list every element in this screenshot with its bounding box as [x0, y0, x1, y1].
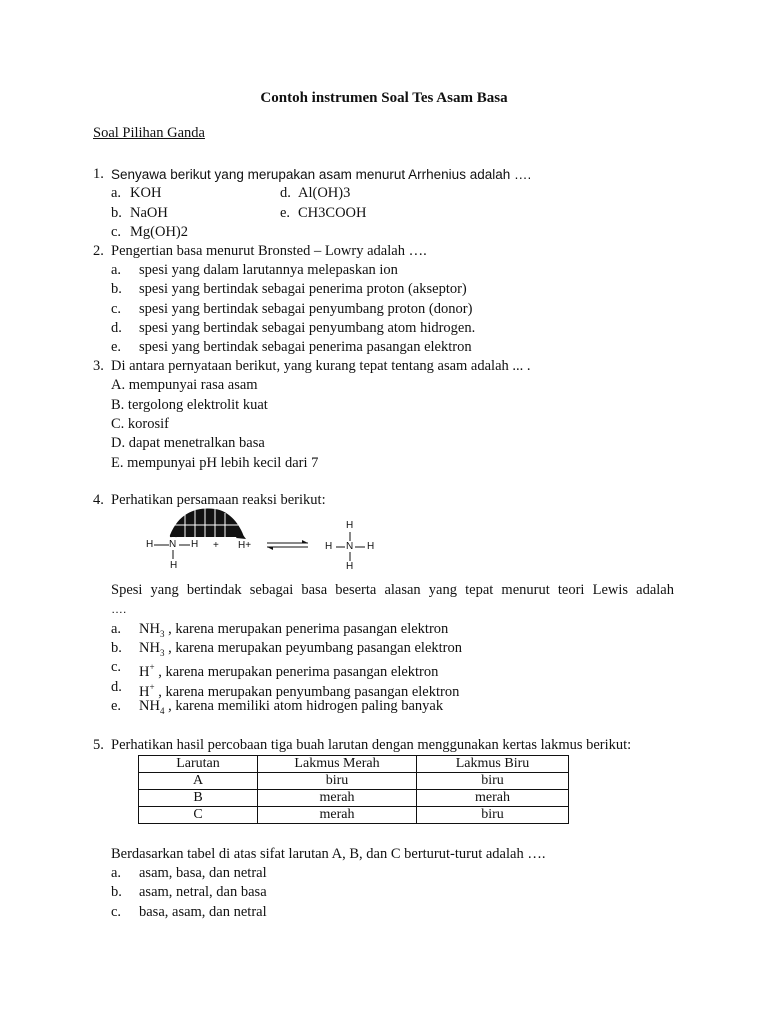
- option-text: C. korosif: [111, 416, 169, 432]
- question-number: 2.: [93, 243, 104, 259]
- question-text: Di antara pernyataan berikut, yang kurang tepat tentang asam adalah ... .: [111, 358, 531, 374]
- litmus-table: [138, 755, 569, 824]
- column-header: Larutan: [139, 756, 258, 773]
- option-text: spesi yang dalam larutannya melepaskan ion: [139, 262, 398, 278]
- question-number: 3.: [93, 358, 104, 374]
- option-letter: e.: [111, 698, 122, 714]
- option-letter: d.: [111, 320, 122, 336]
- table-row: [139, 773, 569, 790]
- option-text: spesi yang bertindak sebagai penyumbang atom hidrogen.: [139, 320, 476, 336]
- table-row: [139, 790, 569, 807]
- option-text: Mg(OH)2: [130, 224, 188, 240]
- option-text: $NH_3$ , karena merupakan penerima pasangan elektron: [139, 621, 449, 639]
- option-text: CH3COOH: [298, 205, 367, 221]
- question-number: 1.: [93, 166, 104, 182]
- question-text: Senyawa berikut yang merupakan asam menurut Arrhenius adalah ….: [111, 167, 532, 182]
- atom-n: N: [169, 539, 177, 550]
- table-cell: biru: [417, 773, 569, 790]
- page-title: Contoh instrumen Soal Tes Asam Basa: [260, 90, 508, 106]
- question-number: 5.: [93, 737, 104, 753]
- question-stem-ellipsis: ….: [111, 602, 127, 616]
- option-text: Al(OH)3: [298, 185, 351, 201]
- option-text: H+ , karena merupakan penerima pasangan elektron: [139, 662, 439, 680]
- question-text: Pengertian basa menurut Bronsted – Lowry adalah ….: [111, 243, 427, 259]
- atom-h: H: [170, 560, 178, 571]
- table-header-row: [139, 756, 569, 773]
- option-text: spesi yang bertindak sebagai penerima proton (akseptor): [139, 281, 467, 297]
- table-cell: A: [139, 773, 258, 790]
- option-text: $NH_3$ , karena merupakan peyumbang pasangan elektron: [139, 640, 462, 658]
- column-header: Lakmus Merah: [258, 756, 417, 773]
- option-text: KOH: [130, 185, 162, 201]
- option-letter: c.: [111, 224, 122, 240]
- proton: H+: [238, 540, 252, 551]
- option-letter: d.: [111, 679, 122, 695]
- plus-sign: +: [213, 540, 219, 551]
- table-cell: merah: [258, 790, 417, 807]
- option-letter: e.: [280, 205, 291, 221]
- option-letter: a.: [111, 865, 122, 881]
- option-letter: c.: [111, 904, 122, 920]
- table-cell: C: [139, 807, 258, 824]
- atom-h: H: [146, 539, 154, 550]
- option-text: asam, netral, dan basa: [139, 884, 267, 900]
- option-letter: a.: [111, 185, 122, 201]
- option-letter: c.: [111, 659, 122, 675]
- option-letter: b.: [111, 281, 122, 297]
- table-cell: biru: [258, 773, 417, 790]
- option-letter: c.: [111, 301, 122, 317]
- option-text: spesi yang bertindak sebagai penerima pasangan elektron: [139, 339, 472, 355]
- question-number: 4.: [93, 492, 104, 508]
- option-text: B. tergolong elektrolit kuat: [111, 397, 268, 413]
- reaction-diagram: [140, 505, 400, 575]
- question-text: Perhatikan persamaan reaksi berikut:: [111, 492, 326, 508]
- question-stem: Berdasarkan tabel di atas sifat larutan A, B, dan C berturut-turut adalah ….: [111, 846, 546, 862]
- table-cell: merah: [258, 807, 417, 824]
- option-text: basa, asam, dan netral: [139, 904, 267, 920]
- option-text: NaOH: [130, 205, 168, 221]
- option-text: D. dapat menetralkan basa: [111, 435, 265, 451]
- section-heading: Soal Pilihan Ganda: [93, 125, 205, 141]
- atom-h: H: [191, 539, 199, 550]
- column-header: Lakmus Biru: [417, 756, 569, 773]
- table-cell: biru: [417, 807, 569, 824]
- option-letter: a.: [111, 262, 122, 278]
- option-text: E. mempunyai pH lebih kecil dari 7: [111, 455, 319, 471]
- question-stem: Spesi yang bertindak sebagai basa beserta alasan yang tepat menurut teori Lewis adalah: [111, 582, 674, 598]
- option-letter: d.: [280, 185, 291, 201]
- table-row: [139, 807, 569, 824]
- option-text: spesi yang bertindak sebagai penyumbang proton (donor): [139, 301, 473, 317]
- option-letter: b.: [111, 884, 122, 900]
- option-letter: b.: [111, 205, 122, 221]
- electron-transfer-arc: [140, 505, 400, 575]
- atom-n: N: [346, 541, 354, 552]
- table-cell: merah: [417, 790, 569, 807]
- atom-h: H: [325, 541, 333, 552]
- option-text: H+ , karena merupakan penyumbang pasangan elektron: [139, 682, 460, 700]
- table-cell: B: [139, 790, 258, 807]
- question-text: Perhatikan hasil percobaan tiga buah larutan dengan menggunakan kertas lakmus berikut:: [111, 737, 632, 753]
- option-letter: a.: [111, 621, 122, 637]
- atom-h: H: [367, 541, 375, 552]
- option-text: asam, basa, dan netral: [139, 865, 267, 881]
- option-letter: e.: [111, 339, 122, 355]
- atom-h: H: [346, 561, 354, 572]
- option-text: A. mempunyai rasa asam: [111, 377, 258, 393]
- atom-h: H: [346, 520, 354, 531]
- option-letter: b.: [111, 640, 122, 656]
- option-text: $NH_4$ , karena memiliki atom hidrogen paling banyak: [139, 698, 444, 716]
